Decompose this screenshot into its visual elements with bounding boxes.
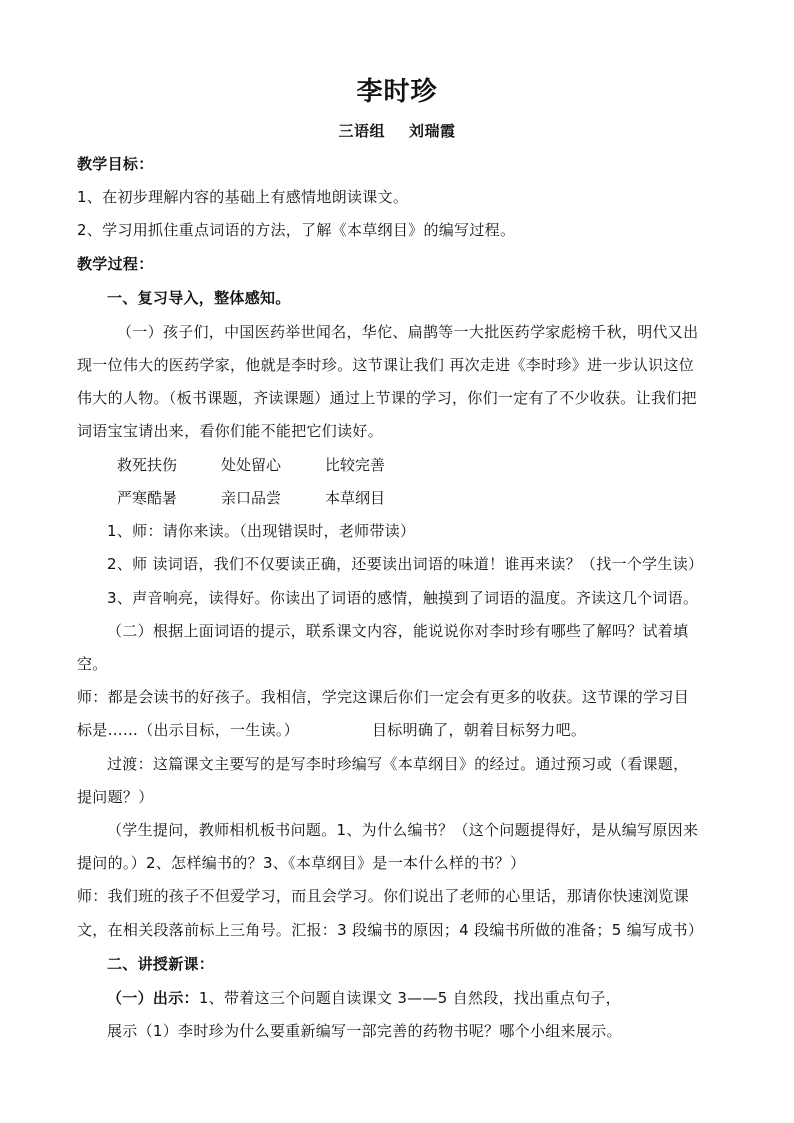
goal-item: 1、在初步理解内容的基础上有感情地朗读课文。	[77, 188, 409, 206]
paragraph-line: 展示（1）李时珍为什么要重新编写一部完善的药物书呢？哪个小组来展示。	[107, 1022, 622, 1040]
paragraph-line: （学生提问，教师相机板书问题。1、为什么编书？（这个问题提得好，是从编写原因来	[107, 821, 699, 839]
paragraph-line: 标是……（出示目标，一生读。）	[77, 721, 300, 739]
vocab-word: 亲口品尝	[221, 489, 282, 507]
show-text: 1、带着这三个问题自读课文 3——5 自然段，找出重点句子，	[198, 989, 621, 1007]
goal-item: 2、学习用抓住重点词语的方法，了解《本草纲目》的编写过程。	[77, 221, 516, 239]
author-name: 刘瑞霞	[409, 122, 456, 140]
goals-heading: 教学目标：	[77, 155, 154, 173]
step-line: 3、声音响亮，读得好。你读出了词语的感情，触摸到了词语的温度。齐读这几个词语。	[107, 589, 699, 607]
group-name: 三语组	[338, 122, 385, 140]
page-title: 李时珍	[356, 77, 438, 107]
paragraph-line: （二）根据上面词语的提示，联系课文内容，能说说你对李时珍有哪些了解吗？试着填	[107, 622, 689, 640]
step-line: 2、师 读词语，我们不仅要读正确，还要读出词语的味道！谁再来读？（找一个学生读）	[107, 555, 704, 573]
paragraph-line: 师：都是会读书的好孩子。我相信，学完这课后你们一定会有更多的收获。这节课的学习目	[77, 688, 690, 706]
paragraph-line: 目标明确了，朝着目标努力吧。	[372, 721, 587, 739]
paragraph-line: 过渡：这篇课文主要写的是写李时珍编写《本草纲目》的经过。通过预习或（看课题，	[107, 755, 689, 773]
byline	[0, 121, 794, 141]
vocab-word: 本草纲目	[325, 489, 386, 507]
paragraph-line: 文，在相关段落前标上三角号。汇报：3 段编书的原因；4 段编书所做的准备；5 编写成书）	[77, 921, 704, 939]
vocab-word: 比较完善	[325, 456, 386, 474]
vocab-row	[0, 455, 794, 475]
section-heading: 一、复习导入，整体感知。	[107, 289, 291, 307]
process-heading: 教学过程：	[77, 255, 154, 273]
paragraph-line: 伟大的人物。（板书课题，齐读课题）通过上节课的学习，你们一定有了不少收获。让我们把	[77, 389, 697, 407]
vocab-word: 处处留心	[221, 456, 282, 474]
paragraph-line: 词语宝宝请出来，看你们能不能把它们读好。	[77, 422, 384, 440]
paragraph-line: 提问的。）2、怎样编书的？3、《本草纲目》是一本什么样的书？）	[77, 854, 526, 872]
vocab-row	[0, 488, 794, 508]
paragraph-line: 空。	[77, 655, 108, 673]
paragraph-line: 师：我们班的孩子不但爱学习，而且会学习。你们说出了老师的心里话，那请你快速浏览课	[77, 887, 690, 905]
paragraph-line	[107, 988, 621, 1008]
paragraph-line: （一）孩子们，中国医药举世闻名，华佗、扁鹊等一大批医药学家彪榜千秋，明代又出	[117, 323, 699, 341]
paragraph-line: 提问题？）	[77, 788, 154, 806]
vocab-word: 救死扶伤	[117, 456, 178, 474]
section-heading: 二、讲授新课：	[107, 955, 215, 973]
step-line: 1、师：请你来读。（出现错误时，老师带读）	[107, 522, 416, 540]
paragraph-line: 现一位伟大的医药学家，他就是李时珍。这节课让我们 再次走进《李时珍》进一步认识这位	[77, 356, 695, 374]
vocab-word: 严寒酷暑	[117, 489, 178, 507]
show-label: （一）出示：	[107, 989, 199, 1007]
